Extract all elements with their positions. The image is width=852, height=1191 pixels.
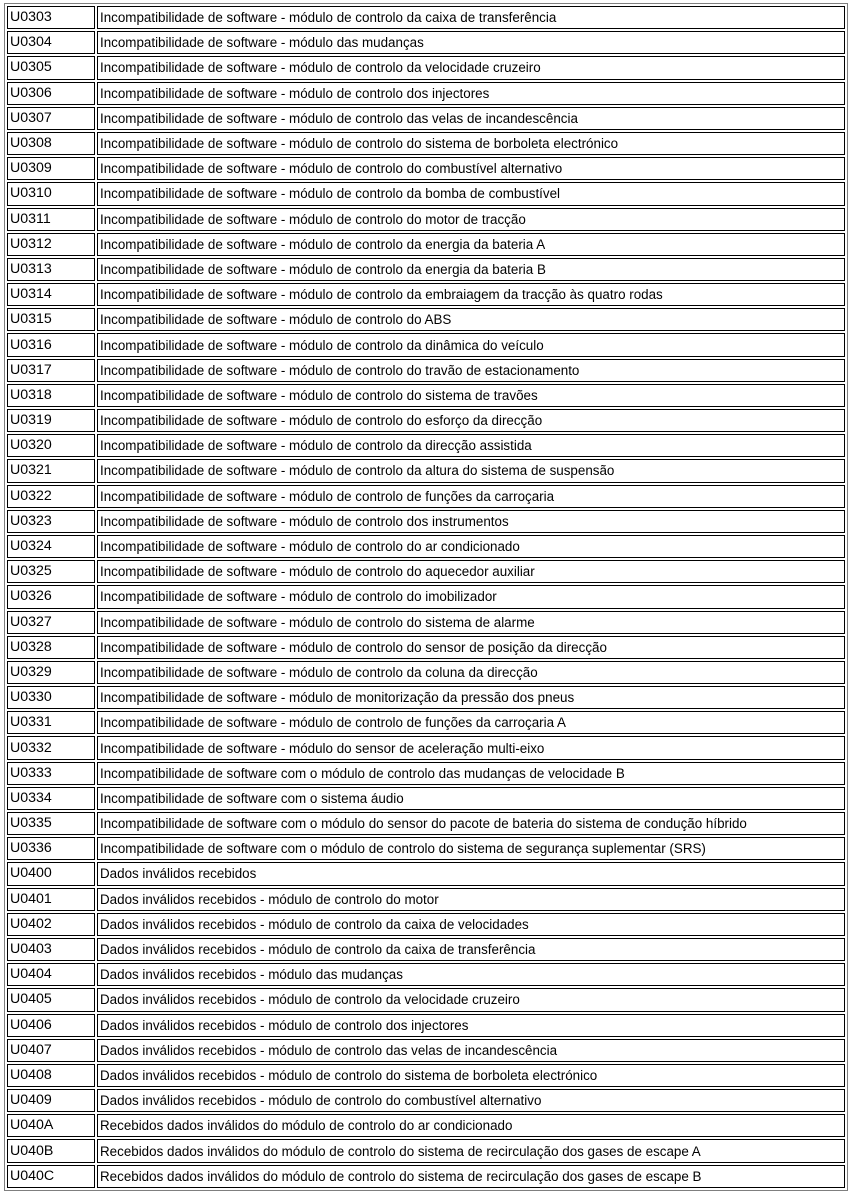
- dtc-code-cell: U0336: [7, 837, 95, 860]
- dtc-description-cell: Recebidos dados inválidos do módulo de controlo do sistema de recirculação dos gases de escape A: [97, 1139, 845, 1162]
- dtc-code-cell: U0317: [7, 359, 95, 382]
- table-row: [7, 1139, 845, 1162]
- table-row: [7, 1064, 845, 1087]
- dtc-description-cell: Incompatibilidade de software - módulo de controlo da coluna da direcção: [97, 661, 845, 684]
- table-row: [7, 359, 845, 382]
- dtc-description-cell: Incompatibilidade de software - módulo de controlo do ar condicionado: [97, 535, 845, 558]
- dtc-code-cell: U0400: [7, 862, 95, 885]
- dtc-description-cell: Incompatibilidade de software - módulo das mudanças: [97, 31, 845, 54]
- dtc-code-cell: U0311: [7, 208, 95, 231]
- dtc-description-cell: Dados inválidos recebidos - módulo de controlo do sistema de borboleta electrónico: [97, 1064, 845, 1087]
- dtc-code-cell: U0321: [7, 459, 95, 482]
- dtc-code-cell: U0318: [7, 384, 95, 407]
- dtc-description-cell: Recebidos dados inválidos do módulo de controlo do sistema de recirculação dos gases de escape B: [97, 1165, 845, 1188]
- dtc-description-cell: Dados inválidos recebidos - módulo das mudanças: [97, 963, 845, 986]
- dtc-description-cell: Incompatibilidade de software - módulo de monitorização da pressão dos pneus: [97, 686, 845, 709]
- dtc-table-body: [7, 6, 845, 1188]
- dtc-description-cell: Incompatibilidade de software com o módulo de controlo do sistema de segurança suplementar (SRS): [97, 837, 845, 860]
- table-row: [7, 762, 845, 785]
- dtc-code-cell: U0408: [7, 1064, 95, 1087]
- dtc-code-cell: U040A: [7, 1114, 95, 1137]
- dtc-description-cell: Incompatibilidade de software - módulo de controlo da caixa de transferência: [97, 6, 845, 29]
- dtc-code-cell: U0314: [7, 283, 95, 306]
- table-row: [7, 787, 845, 810]
- table-row: [7, 31, 845, 54]
- table-row: [7, 434, 845, 457]
- dtc-code-cell: U0308: [7, 132, 95, 155]
- table-row: [7, 888, 845, 911]
- dtc-description-cell: Incompatibilidade de software - módulo de controlo do travão de estacionamento: [97, 359, 845, 382]
- dtc-code-cell: U0316: [7, 333, 95, 356]
- dtc-description-cell: Dados inválidos recebidos - módulo de controlo da velocidade cruzeiro: [97, 988, 845, 1011]
- dtc-description-cell: Incompatibilidade de software - módulo de controlo do sistema de alarme: [97, 611, 845, 634]
- dtc-description-cell: Incompatibilidade de software com o sistema áudio: [97, 787, 845, 810]
- dtc-code-cell: U0401: [7, 888, 95, 911]
- table-row: [7, 1165, 845, 1188]
- table-row: [7, 208, 845, 231]
- dtc-description-cell: Incompatibilidade de software - módulo de controlo da velocidade cruzeiro: [97, 56, 845, 79]
- dtc-code-cell: U0330: [7, 686, 95, 709]
- dtc-description-cell: Incompatibilidade de software - módulo de controlo dos instrumentos: [97, 510, 845, 533]
- dtc-code-cell: U0335: [7, 812, 95, 835]
- table-row: [7, 182, 845, 205]
- dtc-description-cell: Incompatibilidade de software - módulo de controlo do sistema de borboleta electrónico: [97, 132, 845, 155]
- dtc-code-cell: U0402: [7, 913, 95, 936]
- table-row: [7, 1089, 845, 1112]
- dtc-description-cell: Incompatibilidade de software - módulo de controlo de funções da carroçaria A: [97, 711, 845, 734]
- table-row: [7, 535, 845, 558]
- dtc-description-cell: Dados inválidos recebidos - módulo de controlo das velas de incandescência: [97, 1039, 845, 1062]
- dtc-description-cell: Incompatibilidade de software - módulo de controlo da bomba de combustível: [97, 182, 845, 205]
- table-row: [7, 283, 845, 306]
- dtc-code-cell: U040B: [7, 1139, 95, 1162]
- table-row: [7, 107, 845, 130]
- dtc-code-cell: U0310: [7, 182, 95, 205]
- table-row: [7, 560, 845, 583]
- table-row: [7, 963, 845, 986]
- dtc-code-cell: U0322: [7, 485, 95, 508]
- dtc-description-cell: Incompatibilidade de software - módulo do sensor de aceleração multi-eixo: [97, 736, 845, 759]
- dtc-code-cell: U0319: [7, 409, 95, 432]
- dtc-code-cell: U0303: [7, 6, 95, 29]
- dtc-description-cell: Dados inválidos recebidos: [97, 862, 845, 885]
- table-row: [7, 611, 845, 634]
- dtc-code-cell: U0403: [7, 938, 95, 961]
- table-row: [7, 988, 845, 1011]
- dtc-code-cell: U0331: [7, 711, 95, 734]
- dtc-description-cell: Incompatibilidade de software - módulo de controlo do sistema de travões: [97, 384, 845, 407]
- table-row: [7, 384, 845, 407]
- table-row: [7, 938, 845, 961]
- table-row: [7, 661, 845, 684]
- dtc-description-cell: Incompatibilidade de software - módulo de controlo da direcção assistida: [97, 434, 845, 457]
- table-row: [7, 258, 845, 281]
- dtc-description-cell: Incompatibilidade de software - módulo de controlo do ABS: [97, 308, 845, 331]
- dtc-code-cell: U0333: [7, 762, 95, 785]
- dtc-description-cell: Dados inválidos recebidos - módulo de controlo do motor: [97, 888, 845, 911]
- dtc-code-cell: U0327: [7, 611, 95, 634]
- table-row: [7, 812, 845, 835]
- dtc-description-cell: Incompatibilidade de software - módulo de controlo de funções da carroçaria: [97, 485, 845, 508]
- dtc-description-cell: Incompatibilidade de software - módulo de controlo da altura do sistema de suspensão: [97, 459, 845, 482]
- dtc-code-table: [4, 3, 848, 1191]
- dtc-code-cell: U0307: [7, 107, 95, 130]
- dtc-code-cell: U0312: [7, 233, 95, 256]
- table-row: [7, 686, 845, 709]
- table-row: [7, 233, 845, 256]
- table-row: [7, 585, 845, 608]
- dtc-code-cell: U0306: [7, 82, 95, 105]
- dtc-code-cell: U0305: [7, 56, 95, 79]
- table-row: [7, 132, 845, 155]
- dtc-code-cell: U0407: [7, 1039, 95, 1062]
- table-row: [7, 485, 845, 508]
- table-row: [7, 736, 845, 759]
- dtc-description-cell: Incompatibilidade de software - módulo de controlo do imobilizador: [97, 585, 845, 608]
- dtc-description-cell: Incompatibilidade de software - módulo de controlo do esforço da direcção: [97, 409, 845, 432]
- dtc-code-cell: U0320: [7, 434, 95, 457]
- dtc-code-cell: U0409: [7, 1089, 95, 1112]
- dtc-description-cell: Incompatibilidade de software - módulo de controlo do aquecedor auxiliar: [97, 560, 845, 583]
- dtc-description-cell: Incompatibilidade de software - módulo de controlo do combustível alternativo: [97, 157, 845, 180]
- dtc-code-cell: U040C: [7, 1165, 95, 1188]
- table-row: [7, 333, 845, 356]
- dtc-description-cell: Incompatibilidade de software - módulo de controlo do sensor de posição da direcção: [97, 636, 845, 659]
- table-row: [7, 56, 845, 79]
- table-row: [7, 459, 845, 482]
- dtc-code-cell: U0405: [7, 988, 95, 1011]
- dtc-description-cell: Dados inválidos recebidos - módulo de controlo dos injectores: [97, 1014, 845, 1037]
- table-row: [7, 82, 845, 105]
- table-row: [7, 1014, 845, 1037]
- dtc-description-cell: Incompatibilidade de software - módulo de controlo da embraiagem da tracção às quatro rodas: [97, 283, 845, 306]
- dtc-code-cell: U0323: [7, 510, 95, 533]
- dtc-code-cell: U0313: [7, 258, 95, 281]
- dtc-code-cell: U0309: [7, 157, 95, 180]
- table-row: [7, 862, 845, 885]
- table-row: [7, 913, 845, 936]
- dtc-description-cell: Incompatibilidade de software - módulo de controlo do motor de tracção: [97, 208, 845, 231]
- dtc-code-cell: U0334: [7, 787, 95, 810]
- table-row: [7, 636, 845, 659]
- dtc-code-cell: U0325: [7, 560, 95, 583]
- table-row: [7, 510, 845, 533]
- table-row: [7, 837, 845, 860]
- dtc-description-cell: Dados inválidos recebidos - módulo de controlo da caixa de transferência: [97, 938, 845, 961]
- table-row: [7, 409, 845, 432]
- dtc-code-cell: U0304: [7, 31, 95, 54]
- dtc-code-cell: U0329: [7, 661, 95, 684]
- dtc-description-cell: Incompatibilidade de software - módulo de controlo da energia da bateria A: [97, 233, 845, 256]
- dtc-description-cell: Incompatibilidade de software - módulo de controlo dos injectores: [97, 82, 845, 105]
- dtc-code-cell: U0406: [7, 1014, 95, 1037]
- dtc-code-cell: U0328: [7, 636, 95, 659]
- dtc-description-cell: Incompatibilidade de software com o módulo de controlo das mudanças de velocidade B: [97, 762, 845, 785]
- dtc-description-cell: Incompatibilidade de software com o módulo do sensor do pacote de bateria do sistema de condução híbrido: [97, 812, 845, 835]
- dtc-code-cell: U0404: [7, 963, 95, 986]
- table-row: [7, 308, 845, 331]
- dtc-code-cell: U0332: [7, 736, 95, 759]
- dtc-description-cell: Incompatibilidade de software - módulo de controlo das velas de incandescência: [97, 107, 845, 130]
- dtc-code-cell: U0315: [7, 308, 95, 331]
- dtc-description-cell: Incompatibilidade de software - módulo de controlo da energia da bateria B: [97, 258, 845, 281]
- table-row: [7, 157, 845, 180]
- dtc-description-cell: Incompatibilidade de software - módulo de controlo da dinâmica do veículo: [97, 333, 845, 356]
- dtc-code-cell: U0324: [7, 535, 95, 558]
- dtc-description-cell: Dados inválidos recebidos - módulo de controlo do combustível alternativo: [97, 1089, 845, 1112]
- table-row: [7, 6, 845, 29]
- table-row: [7, 1114, 845, 1137]
- dtc-description-cell: Recebidos dados inválidos do módulo de controlo do ar condicionado: [97, 1114, 845, 1137]
- dtc-code-cell: U0326: [7, 585, 95, 608]
- dtc-description-cell: Dados inválidos recebidos - módulo de controlo da caixa de velocidades: [97, 913, 845, 936]
- table-row: [7, 1039, 845, 1062]
- table-row: [7, 711, 845, 734]
